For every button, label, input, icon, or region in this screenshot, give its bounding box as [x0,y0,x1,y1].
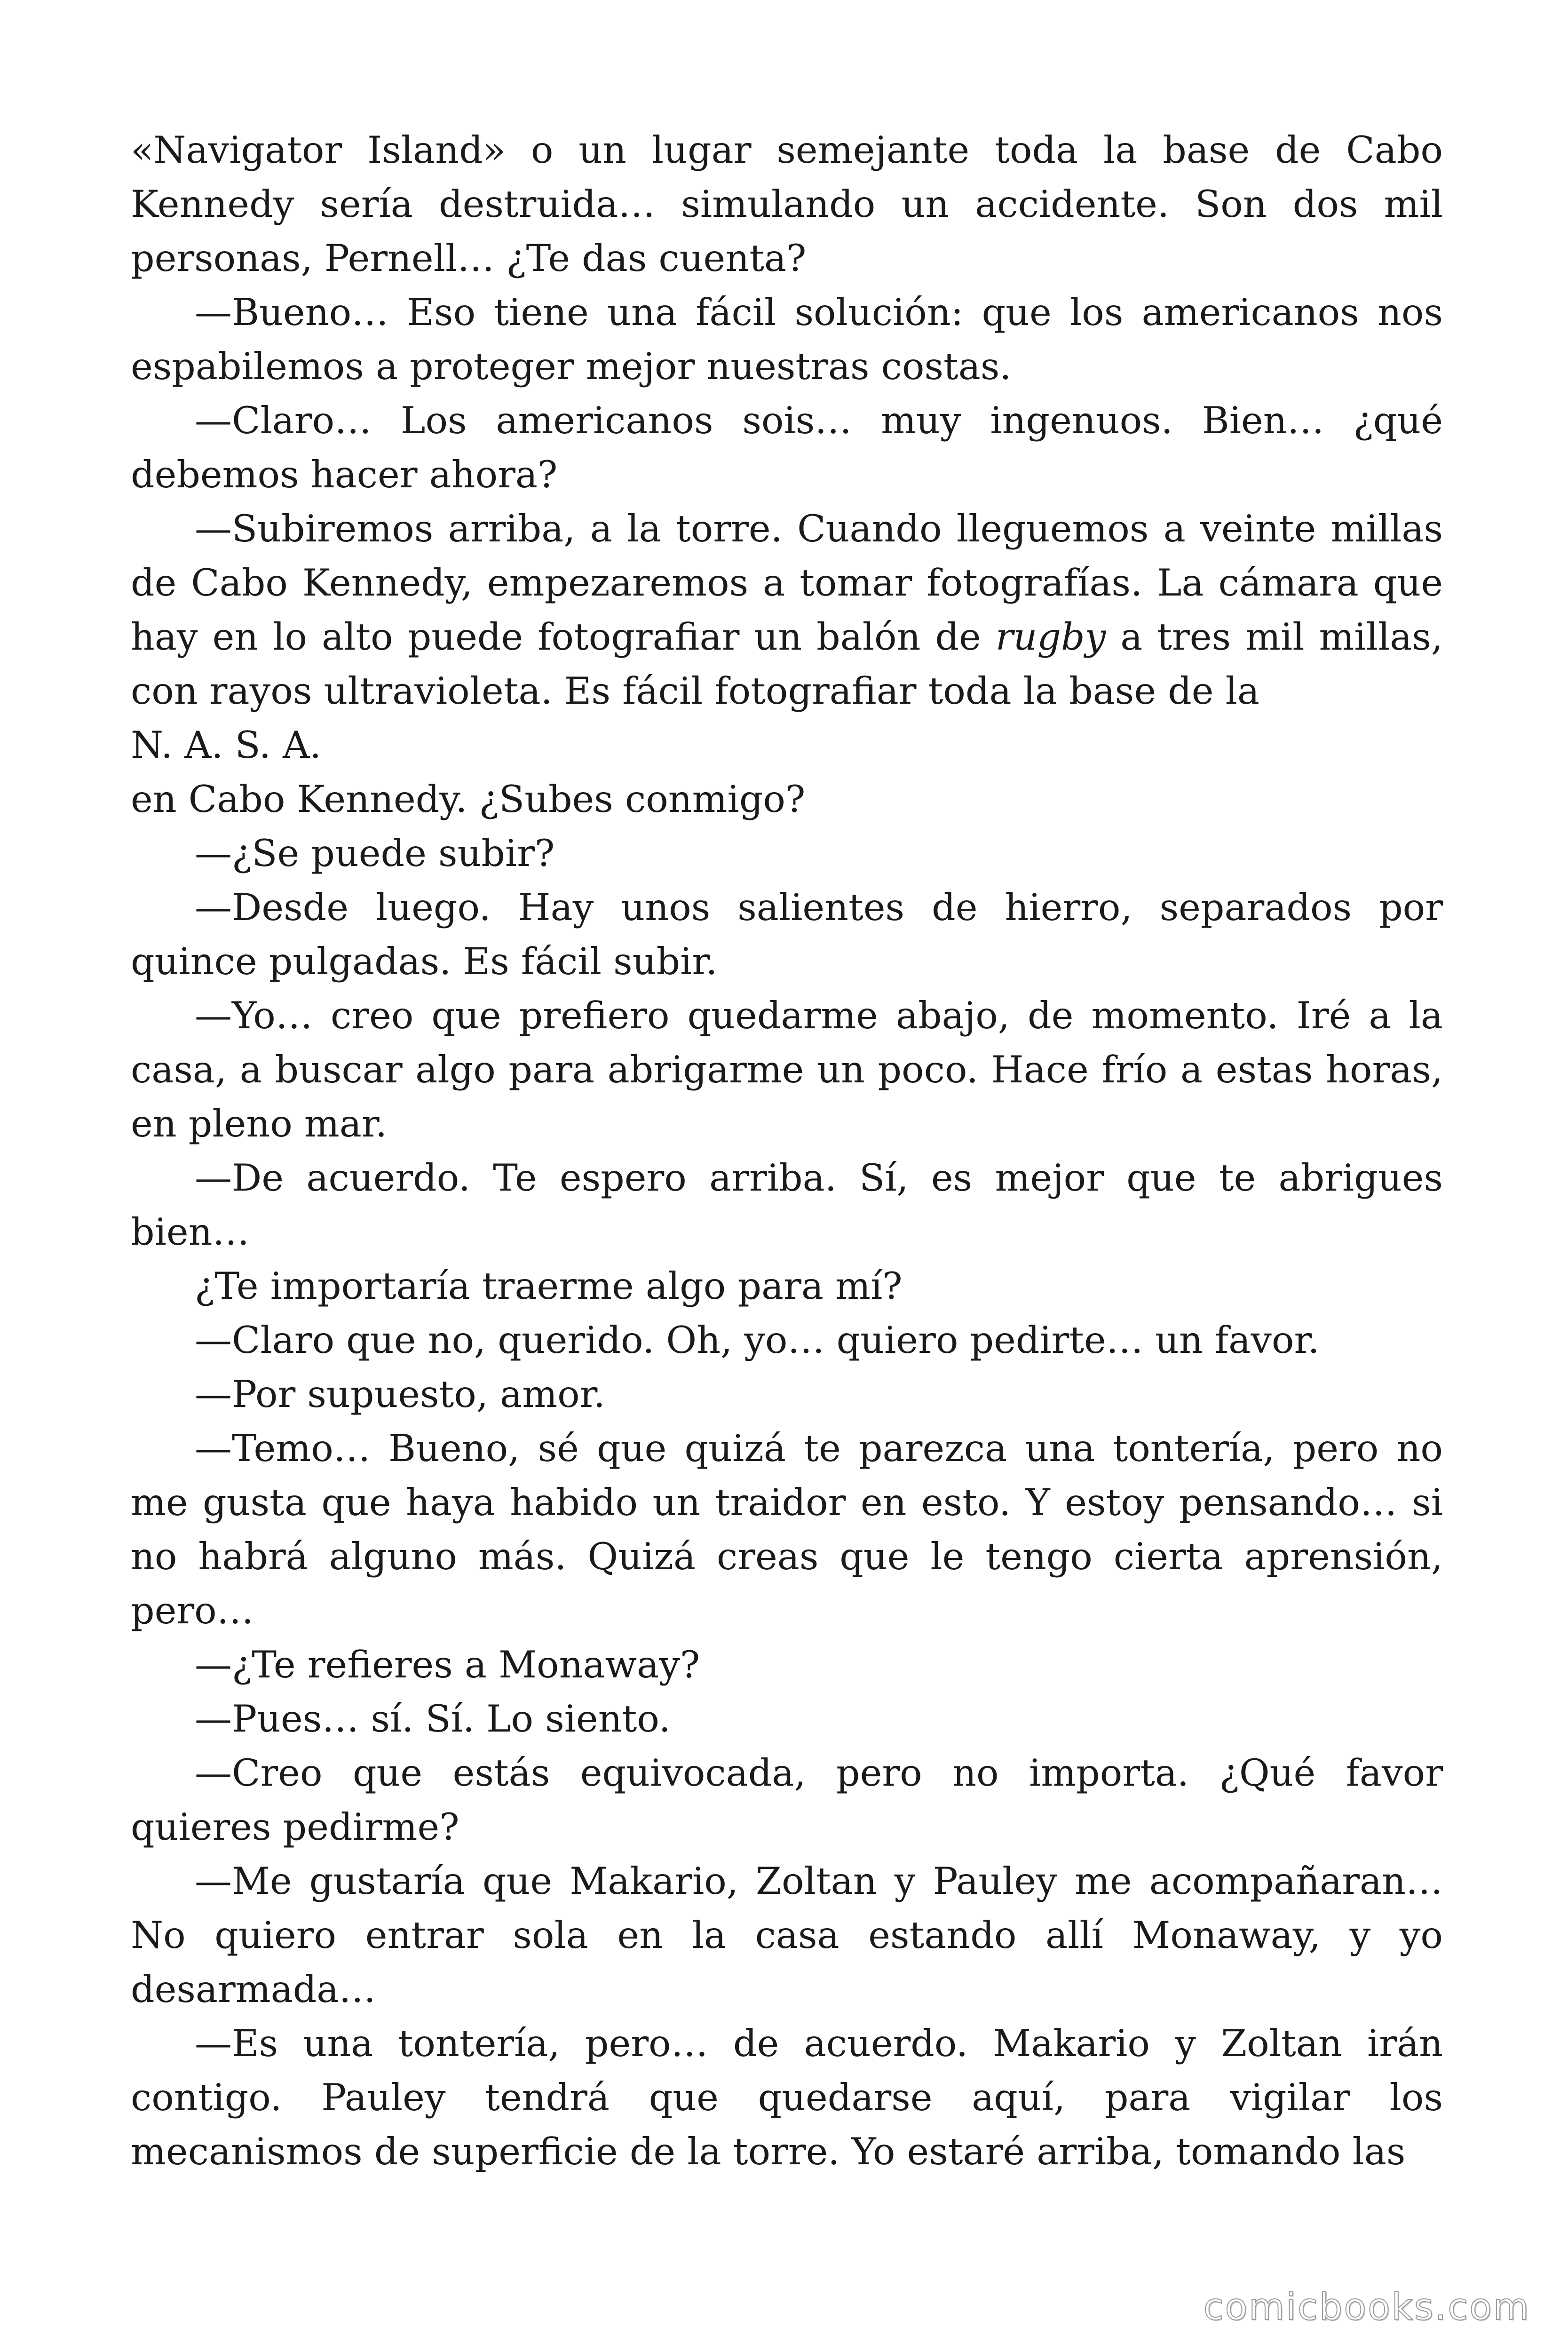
paragraph: —Por supuesto, amor. [195,1373,605,1416]
paragraph: —Me gustaría que Makario, Zoltan y Pauley me acompañaran… No quiero entrar sola en la casa estando allí Monaway, y yo desarmada… [131,1859,1443,2011]
paragraph: —De acuerdo. Te espero arriba. Sí, es mejor que te abrigues bien… [131,1156,1443,1254]
paragraph: —¿Se puede subir? [195,832,555,875]
paragraph: en Cabo Kennedy. ¿Subes conmigo? [131,778,806,821]
paragraph [131,502,1443,718]
paragraph: —Creo que estás equivocada, pero no importa. ¿Qué favor quieres pedirme? [131,1751,1443,1849]
paragraph-segment: a tres mil millas, con rayos ultravioleta. Es fácil fotografiar toda la base de la [131,615,1443,713]
watermark: comicbooks.com [1203,2286,1530,2328]
italic-word: rugby [995,615,1106,659]
paragraph: —Claro que no, querido. Oh, yo… quiero pedirte… un favor. [195,1319,1320,1362]
paragraph: —Temo… Bueno, sé que quizá te parezca una tontería, pero no me gusta que haya habido un traidor en esto. Y estoy pensando… si no habrá alguno más. Quizá creas que le tengo cierta aprensión, pero… [131,1427,1443,1632]
paragraph: —Pues… sí. Sí. Lo siento. [195,1697,671,1740]
paragraph: —Es una tontería, pero… de acuerdo. Makario y Zoltan irán contigo. Pauley tendrá que quedarse aquí, para vigilar los mecanismos de superficie de la torre. Yo estaré arriba, tomando las [131,2022,1443,2173]
paragraph: —Claro… Los americanos sois… muy ingenuos. Bien… ¿qué debemos hacer ahora? [131,399,1443,496]
paragraph: «Navigator Island» o un lugar semejante toda la base de Cabo Kennedy sería destruida… simulando un accidente. Son dos mil personas, Pernell… ¿Te das cuenta? [131,128,1443,280]
paragraph: —¿Te refieres a Monaway? [195,1643,700,1686]
paragraph: —Bueno… Eso tiene una fácil solución: que los americanos nos espabilemos a proteger mejor nuestras costas. [131,291,1443,388]
paragraph: —Yo… creo que prefiero quedarme abajo, de momento. Iré a la casa, a buscar algo para abrigarme un poco. Hace frío a estas horas, en pleno mar. [131,994,1443,1145]
paragraph: ¿Te importaría traerme algo para mí? [195,1264,903,1308]
paragraph-segment: —Subiremos arriba, a la torre. Cuando lleguemos a veinte millas de Cabo Kennedy, empezaremos a tomar fotografías. La cámara que hay en lo alto puede fotografiar un balón de [131,507,1443,659]
paragraph: N. A. S. A. [131,723,322,767]
page-text [131,123,1443,2179]
paragraph: —Desde luego. Hay unos salientes de hierro, separados por quince pulgadas. Es fácil subir. [131,886,1443,983]
